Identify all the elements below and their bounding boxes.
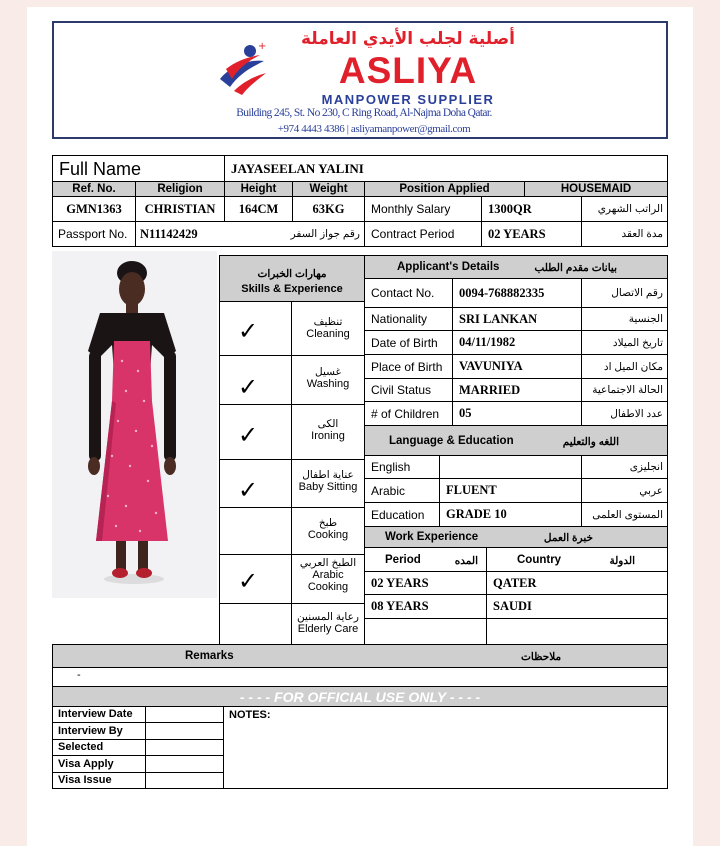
visa-apply-label: Visa Apply	[52, 755, 146, 773]
skill-row-cleaning-check	[219, 301, 292, 356]
contract-period-label: Contract Period	[364, 221, 482, 247]
remarks-header	[52, 644, 668, 668]
monthly-salary-label-ar: الراتب الشهري	[581, 196, 668, 222]
skills-header-en: Skills & Experience	[241, 283, 343, 295]
nationality-label: Nationality	[364, 307, 453, 331]
official-use-banner	[52, 686, 668, 707]
application-form	[27, 7, 693, 846]
contract-period-label-ar: مدة العقد	[581, 221, 668, 247]
full-name-value: JAYASEELAN YALINI	[231, 161, 364, 176]
checkmark-icon: ✓	[238, 476, 259, 504]
header-weight: Weight	[292, 181, 365, 197]
work-row-2-period: 08 YEARS	[364, 594, 487, 619]
company-email: asliyamanpower@gmail.com	[350, 123, 471, 135]
place-of-birth-value: VAVUNIYA	[452, 354, 582, 379]
company-logo-icon	[212, 39, 272, 99]
official-use-text: - - - - FOR OFFICIAL USE ONLY - - - -	[239, 689, 481, 705]
passport-value: N11142429	[140, 227, 198, 241]
applicant-details-title-ar: بيانات مقدم الطلب	[534, 262, 617, 274]
work-period-header: Period المده	[364, 547, 487, 572]
skill-row-washing: غسيل Washing	[291, 355, 365, 405]
full-name-value-cell	[224, 155, 668, 182]
skill-row-elderly-care-check	[219, 603, 292, 650]
remarks-label-ar: ملاحظات	[521, 651, 562, 663]
full-name-label: Full Name	[59, 159, 142, 179]
applicant-photo	[52, 251, 217, 598]
language-education-title: Language & Education	[389, 435, 514, 447]
skill-row-arabic-cooking: الطبخ العربي Arabic Cooking	[291, 554, 365, 604]
weight-value: 63KG	[292, 196, 365, 222]
civil-status-label: Civil Status	[364, 378, 453, 402]
interview-by-field[interactable]	[145, 722, 224, 740]
date-of-birth-label-ar: تاريخ الميلاد	[581, 330, 668, 355]
letterhead	[52, 21, 668, 139]
notes-area[interactable]	[223, 706, 668, 789]
skill-row-babysitting: عناية اطفال Baby Sitting	[291, 459, 365, 508]
work-row-2-country: SAUDI	[486, 594, 668, 619]
work-experience-header	[364, 526, 668, 548]
education-label: Education	[364, 502, 440, 527]
civil-status-label-ar: الحالة الاجتماعية	[581, 378, 668, 402]
company-tagline: MANPOWER SUPPLIER	[321, 92, 495, 107]
header-ref-no: Ref. No.	[52, 181, 136, 197]
place-of-birth-label-ar: مكان الميل اد	[581, 354, 668, 379]
company-arabic-name: أصلية لجلب الأيدي العاملة	[300, 29, 515, 49]
children-value: 05	[452, 401, 582, 426]
remarks-label: Remarks	[185, 650, 234, 662]
contact-separator: |	[346, 123, 351, 135]
contact-no-value: 0094-768882335	[452, 278, 582, 308]
skills-header-ar: مهارات الخبرات	[257, 268, 327, 280]
work-experience-title-ar: خبرة العمل	[543, 532, 593, 544]
contract-period-value: 02 YEARS	[481, 221, 582, 247]
arabic-label-ar: عربي	[581, 478, 668, 503]
skill-row-elderly-care: رعاية المسنين Elderly Care	[291, 603, 365, 650]
visa-issue-label: Visa Issue	[52, 772, 146, 789]
skill-row-washing-check	[219, 355, 292, 405]
language-education-title-ar: اللغه والتعليم	[562, 436, 619, 448]
nationality-label-ar: الجنسية	[581, 307, 668, 331]
full-name-label-cell	[52, 155, 225, 182]
checkmark-icon: ✓	[238, 567, 259, 595]
passport-label-ar: رقم جواز السفر	[290, 228, 360, 240]
education-label-ar: المستوى العلمى	[581, 502, 668, 527]
work-experience-title: Work Experience	[385, 531, 479, 543]
remarks-value: -	[77, 669, 81, 681]
arabic-value: FLUENT	[439, 478, 582, 503]
company-phone: +974 4443 4386	[277, 123, 345, 135]
contact-no-label: Contact No.	[364, 278, 453, 308]
nationality-value: SRI LANKAN	[452, 307, 582, 331]
checkmark-icon: ✓	[238, 317, 259, 345]
company-contact	[244, 123, 504, 135]
work-row-1-country: QATER	[486, 571, 668, 595]
checkmark-icon: ✓	[238, 373, 259, 401]
skill-row-ironing-check	[219, 404, 292, 460]
remarks-value-cell	[52, 667, 668, 687]
work-row-1-period: 02 YEARS	[364, 571, 487, 595]
contact-no-label-ar: رقم الاتصال	[581, 278, 668, 308]
language-education-header	[364, 425, 668, 456]
skills-header	[219, 255, 365, 302]
applicant-details-header	[364, 255, 668, 279]
applicant-figure	[52, 251, 217, 598]
monthly-salary-label: Monthly Salary	[364, 196, 482, 222]
passport-value-cell	[135, 221, 365, 247]
header-height: Height	[224, 181, 293, 197]
religion-value: CHRISTIAN	[135, 196, 225, 222]
position-applied-value: HOUSEMAID	[524, 181, 668, 197]
skill-row-arabic-cooking-check	[219, 554, 292, 604]
passport-label: Passport No.	[52, 221, 136, 247]
notes-label: NOTES:	[229, 709, 271, 721]
height-value: 164CM	[224, 196, 293, 222]
header-position-applied: Position Applied	[364, 181, 525, 197]
monthly-salary-value: 1300QR	[481, 196, 582, 222]
skill-row-ironing: الكى Ironing	[291, 404, 365, 460]
work-country-header: Country الدولة	[486, 547, 668, 572]
visa-apply-field[interactable]	[145, 755, 224, 773]
english-label-ar: انجليزى	[581, 455, 668, 479]
english-label: English	[364, 455, 440, 479]
checkmark-icon: ✓	[238, 421, 259, 449]
children-label: # of Children	[364, 401, 453, 426]
applicant-details-title: Applicant's Details	[397, 261, 500, 273]
skill-row-cooking-check	[219, 507, 292, 555]
visa-issue-field[interactable]	[145, 772, 224, 789]
english-value	[439, 455, 582, 479]
selected-field[interactable]	[145, 739, 224, 756]
children-label-ar: عدد الاطفال	[581, 401, 668, 426]
header-religion: Religion	[135, 181, 225, 197]
company-brand: ASLIYA	[338, 50, 478, 91]
civil-status-value: MARRIED	[452, 378, 582, 402]
education-value: GRADE 10	[439, 502, 582, 527]
skill-row-cleaning: تنظيف Cleaning	[291, 301, 365, 356]
date-of-birth-value: 04/11/1982	[452, 330, 582, 355]
date-of-birth-label: Date of Birth	[364, 330, 453, 355]
interview-date-label: Interview Date	[52, 706, 146, 723]
selected-label: Selected	[52, 739, 146, 756]
place-of-birth-label: Place of Birth	[364, 354, 453, 379]
skill-row-babysitting-check	[219, 459, 292, 508]
skill-row-cooking: طبخ Cooking	[291, 507, 365, 555]
company-address: Building 245, St. No 230, C Ring Road, Al-Najma Doha Qatar.	[236, 107, 492, 119]
interview-by-label: Interview By	[52, 722, 146, 740]
svg-text:+: +	[258, 41, 267, 52]
ref-no-value: GMN1363	[52, 196, 136, 222]
interview-date-field[interactable]	[145, 706, 224, 723]
arabic-label: Arabic	[364, 478, 440, 503]
